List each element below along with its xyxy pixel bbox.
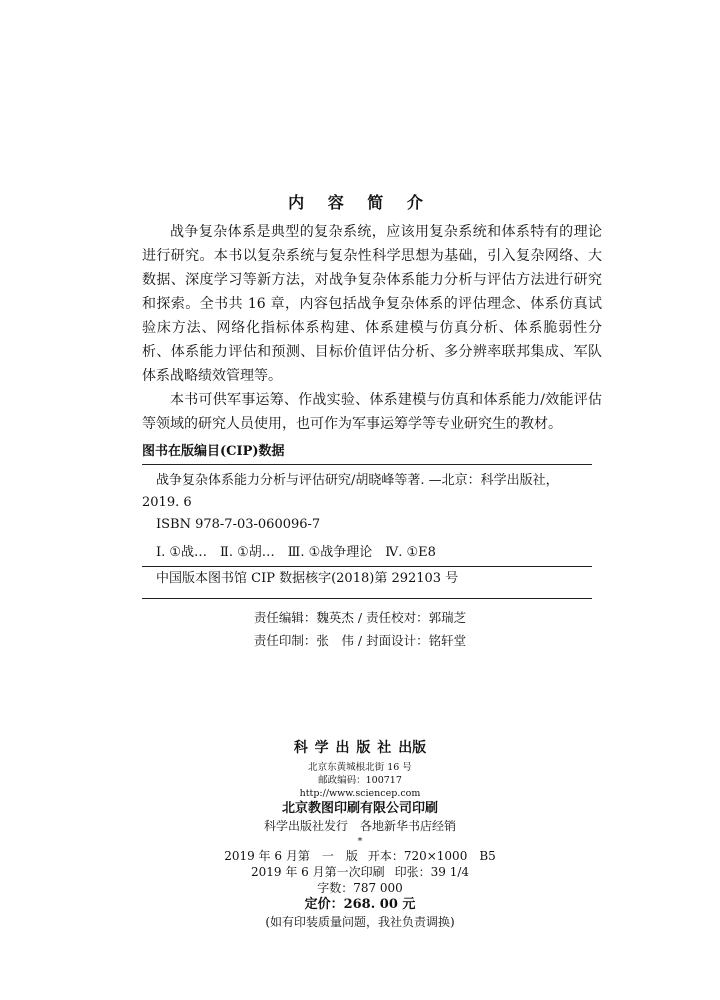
intro-title: 内 容 简 介 xyxy=(288,193,432,212)
distribution-line: 科学出版社发行 各地新华书店经销 xyxy=(263,819,456,833)
cip-classification: Ⅰ. ①战… Ⅱ. ①胡… Ⅲ. ①战争理论 Ⅳ. ①E8 xyxy=(156,545,436,560)
cip-title: 图书在版编目(CIP)数据 xyxy=(142,440,592,465)
price-label: 定价：268. 00 元 xyxy=(304,897,416,912)
cip-bottom-rule xyxy=(142,598,592,599)
printer-name: 北京教图印刷有限公司印刷 xyxy=(281,801,438,816)
cip-record-line-2: 2019. 6 xyxy=(142,495,192,510)
book-format: 开本：720×1000 B5 xyxy=(367,849,496,863)
spec-edition-row xyxy=(0,848,720,864)
cip-isbn: ISBN 978-7-03-060096-7 xyxy=(156,517,321,532)
intro-paragraph-1 xyxy=(142,220,602,436)
intro-paragraph-2: 本书可供军事运筹、作战实验、体系建模与仿真和体系能力/效能评估等领域的研究人员使用，也可作为军事运筹学等专业研究生的教材。 xyxy=(142,392,602,432)
publisher-name-text: 科 学 出 版 社 xyxy=(293,740,393,756)
spec-printing-row xyxy=(0,864,720,880)
cip-record-line-1: 战争复杂体系能力分析与评估研究/胡晓峰等著. —北京：科学出版社， xyxy=(156,473,559,488)
publisher-website: http://www.sciencep.com xyxy=(299,788,421,799)
staff-credits xyxy=(0,606,720,652)
publisher-address: 北京东黄城根北街 16 号 xyxy=(308,762,412,773)
cip-verification: 中国版本图书馆 CIP 数据核字(2018)第 292103 号 xyxy=(156,571,459,586)
edition-date: 2019 年 6 月第 一 版 xyxy=(224,849,358,863)
price-note: (如有印装质量问题，我社负责调换) xyxy=(265,915,455,929)
publisher-block xyxy=(0,737,720,931)
cip-record xyxy=(142,470,592,590)
intro-paragraph-1-text: 战争复杂体系是典型的复杂系统，应该用复杂系统和体系特有的理论进行研究。本书以复杂系统与复杂性科学思想为基础，引入复杂网络、大数据、深度学习等新方法，对战争复杂体系能力分析与评估方法进行研究和探索。全书共 16 章，内容包括战争复杂体系的评估理念、体系仿真试验床方法、网络化指标体系构建、体系建模与仿真分析、体系脆弱性分析、体系能力评估和预测、目标价值评估分析、多分辨率联邦集成、军队体系战略绩效管理等。 xyxy=(142,224,602,384)
publisher-postcode: 邮政编码：100717 xyxy=(318,775,402,786)
staff-line-2: 责任印制：张 伟 / 封面设计：铭轩堂 xyxy=(253,633,467,648)
separator-star: * xyxy=(357,836,363,847)
publisher-name-suffix: 出版 xyxy=(398,740,427,756)
cip-divider xyxy=(142,566,592,567)
staff-line-1: 责任编辑：魏英杰 / 责任校对：郭瑞芝 xyxy=(253,610,467,625)
print-date: 2019 年 6 月第一次印刷 xyxy=(250,865,385,879)
word-count: 字数：787 000 xyxy=(317,881,403,895)
publisher-name xyxy=(0,737,720,757)
print-sheets: 印张：39 1/4 xyxy=(394,865,470,879)
